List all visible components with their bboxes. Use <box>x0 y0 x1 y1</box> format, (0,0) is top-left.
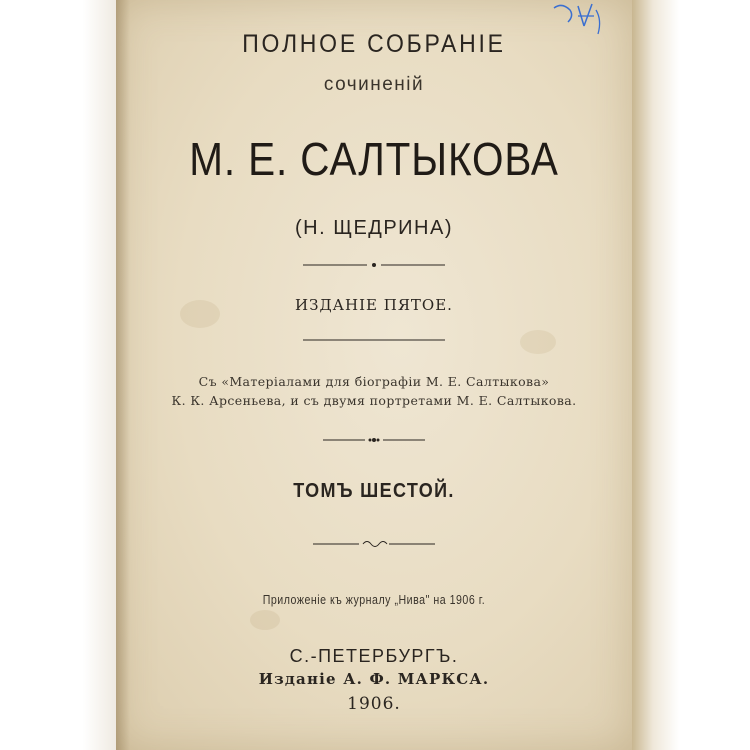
supplement-note: Приложеніе къ журналу „Нива" на 1906 г. <box>262 593 486 607</box>
divider-rule <box>116 333 632 347</box>
author-pseudonym: (Н. ЩЕДРИНА) <box>294 217 453 239</box>
works-subtitle: сочиненій <box>323 74 425 95</box>
volume-number: ТОМЪ ШЕСТОЙ. <box>293 480 455 502</box>
publisher-name: Изданіе А. Ф. МАРКСА. <box>258 670 490 688</box>
materials-line: Съ «Матеріалами для біографіи М. Е. Салтыкова» <box>198 374 550 389</box>
page-edge <box>632 0 750 750</box>
materials-line: К. К. Арсеньева, и съ двумя портретами М. Е. Салтыкова. <box>171 393 577 408</box>
background-left <box>0 0 118 750</box>
divider-ornament <box>116 433 632 447</box>
series-title: ПОЛНОЕ СОБРАНІЕ <box>242 30 506 58</box>
publication-year: 1906. <box>347 694 401 714</box>
author-name: М. Е. САЛТЫКОВА <box>189 133 559 185</box>
materials-note <box>116 372 632 410</box>
paper-stain <box>250 610 280 630</box>
divider-ornament <box>116 258 632 272</box>
divider-ornament <box>116 537 632 551</box>
edition-label: ИЗДАНІЕ ПЯТОЕ. <box>295 296 453 314</box>
publication-city: С.-ПЕТЕРБУРГЪ. <box>289 646 459 666</box>
